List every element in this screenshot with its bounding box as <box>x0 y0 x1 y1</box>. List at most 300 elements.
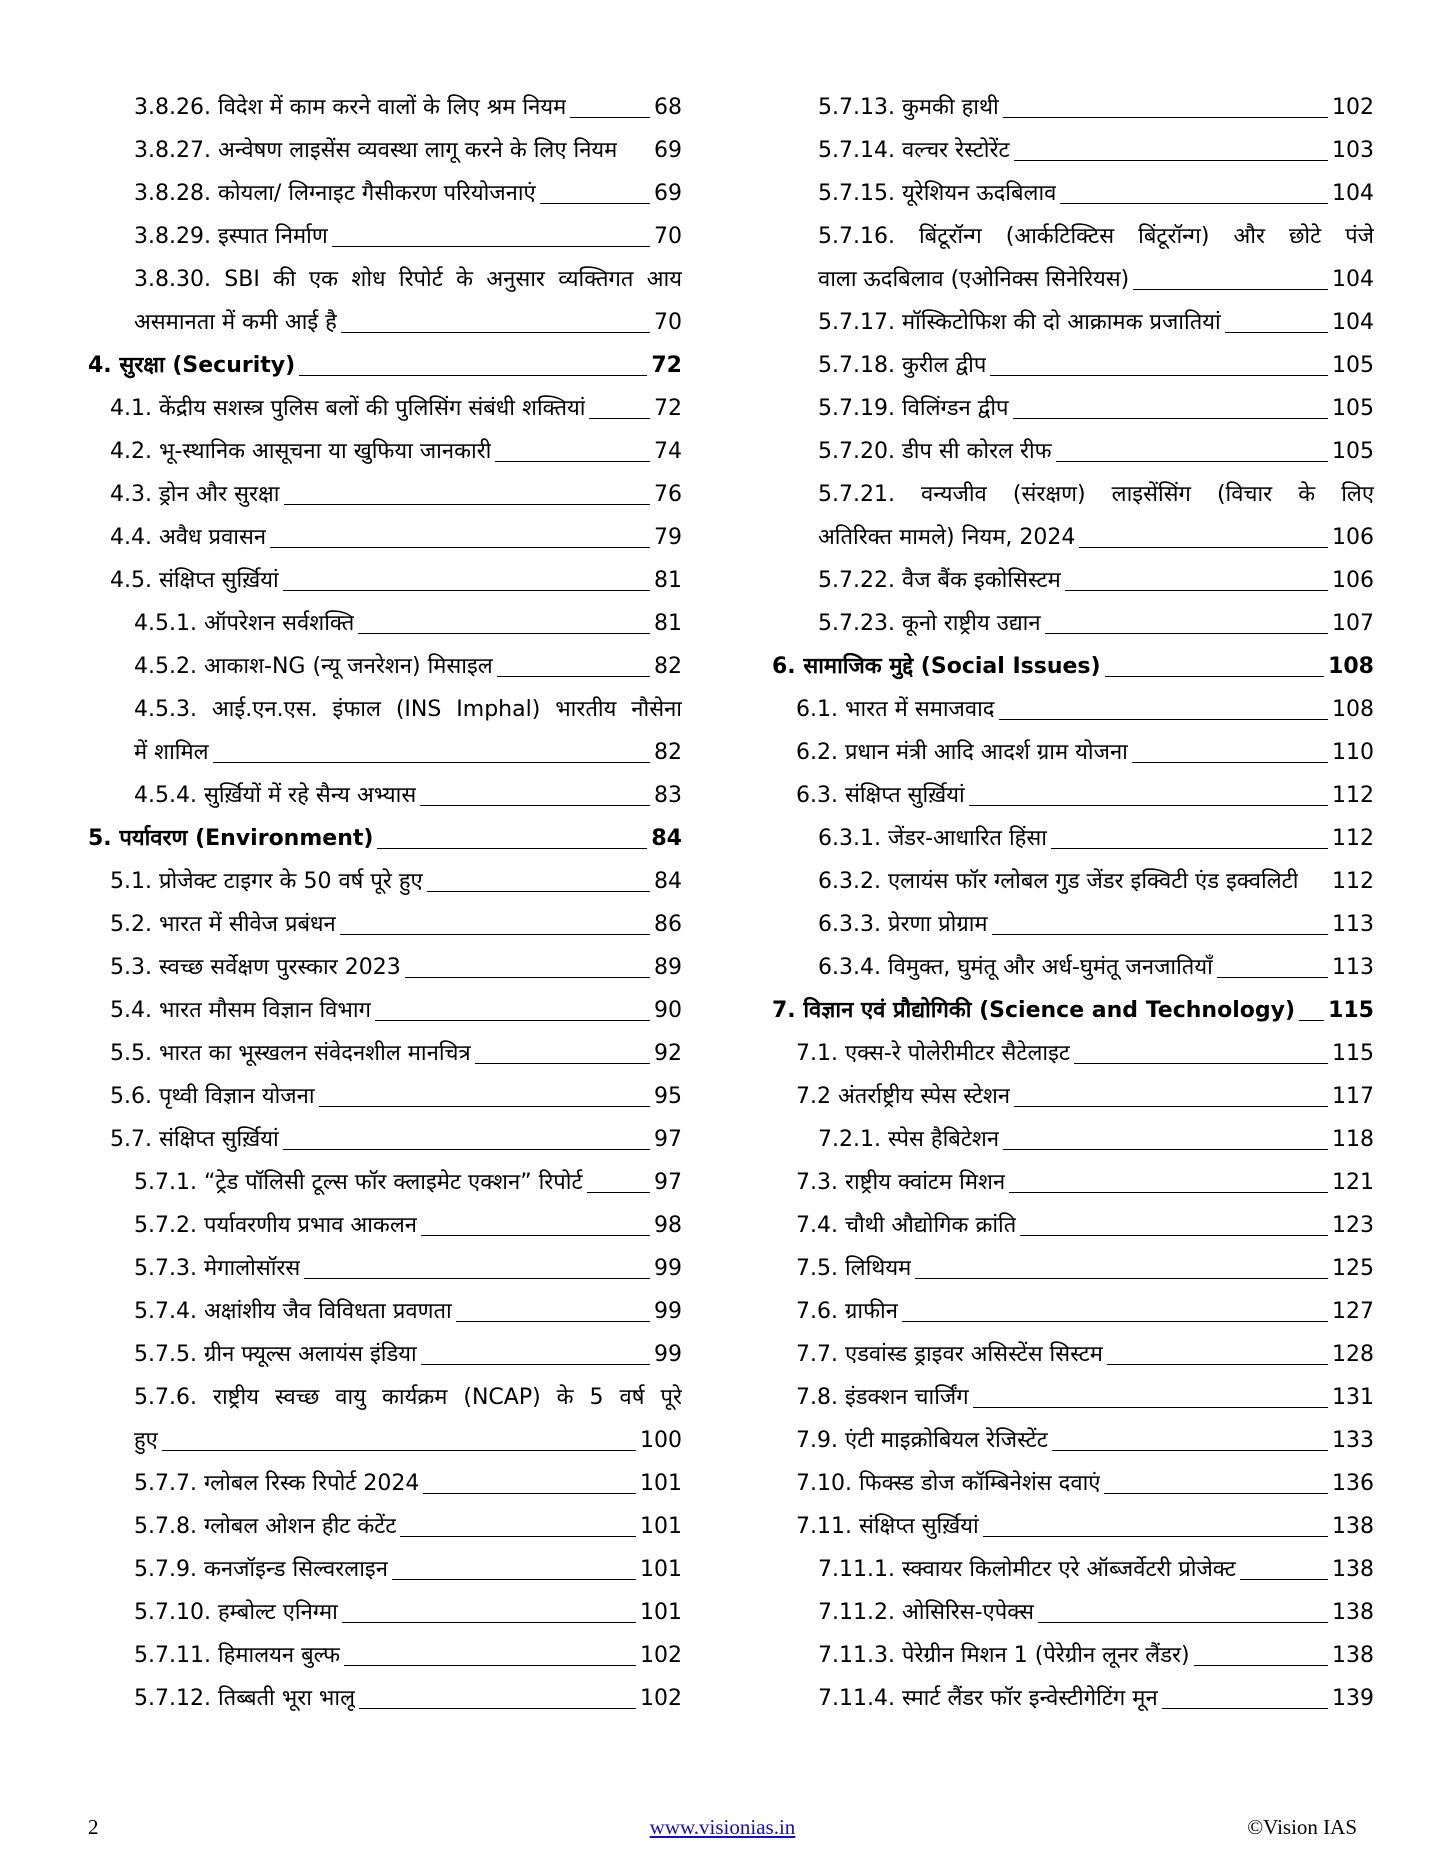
toc-leader-line <box>405 977 650 978</box>
toc-leader-line <box>1079 547 1328 548</box>
toc-entry[interactable] <box>134 1419 682 1462</box>
toc-entry-label <box>134 688 682 731</box>
toc-entry-label <box>818 903 988 946</box>
toc-leader-line <box>570 117 650 118</box>
toc-entry[interactable] <box>134 1290 682 1333</box>
toc-page-number: 81 <box>654 568 682 593</box>
toc-leader-line <box>1038 1622 1328 1623</box>
toc-entry[interactable] <box>134 1505 682 1548</box>
toc-entry-title: राष्ट्रीय क्वांटम मिशन <box>844 1170 1006 1195</box>
toc-entry[interactable] <box>818 344 1374 387</box>
toc-entry-label <box>818 946 1213 989</box>
toc-entry-number: 7.2 <box>796 1084 831 1109</box>
toc-page-number: 104 <box>1332 310 1374 335</box>
toc-page-number: 84 <box>654 869 682 894</box>
toc-leader-line <box>1020 1235 1328 1236</box>
toc-entry-label <box>796 1419 1048 1462</box>
toc-entry[interactable] <box>818 387 1374 430</box>
toc-leader-line <box>283 590 650 591</box>
toc-leader-line <box>902 1321 1328 1322</box>
toc-leader-line <box>1299 1020 1324 1021</box>
toc-entry[interactable] <box>796 1462 1374 1505</box>
toc-entry-label <box>134 1419 158 1462</box>
toc-entry-label <box>110 473 280 516</box>
toc-entry-label <box>796 688 995 731</box>
toc-entry[interactable] <box>818 129 1374 172</box>
toc-entry[interactable] <box>134 1204 682 1247</box>
toc-page-number: 84 <box>651 826 682 851</box>
toc-page-number: 99 <box>654 1299 682 1324</box>
toc-entry-number: 7.4. <box>796 1213 838 1238</box>
toc-entry-number: 5.5. <box>110 1041 152 1066</box>
toc-entry-title: ग्रीन फ्यूल्स अलायंस इंडिया <box>203 1342 417 1367</box>
toc-entry-title: भारत मौसम विज्ञान विभाग <box>158 998 371 1023</box>
toc-entry-title: हिमालयन बुल्फ <box>217 1643 341 1668</box>
toc-entry-title: भू-स्थानिक आसूचना या खुफिया जानकारी <box>158 439 492 464</box>
toc-entry[interactable] <box>134 1462 682 1505</box>
toc-entry-label <box>818 602 1041 645</box>
toc-leader-line <box>375 1020 650 1021</box>
toc-entry[interactable] <box>796 1075 1374 1118</box>
toc-leader-line <box>1194 1665 1328 1666</box>
toc-entry-label <box>818 817 1047 860</box>
toc-entry[interactable] <box>818 86 1374 129</box>
toc-entry-number: 5.7.14. <box>818 138 895 163</box>
toc-entry[interactable] <box>134 258 682 301</box>
toc-leader-line <box>1225 332 1328 333</box>
toc-entry-number: 5.7.18. <box>818 353 895 378</box>
toc-entry[interactable] <box>110 430 682 473</box>
toc-entry-title: जेंडर-आधारित हिंसा <box>887 826 1047 851</box>
toc-leader-line <box>992 934 1328 935</box>
toc-entry[interactable] <box>796 1333 1374 1376</box>
toc-entry[interactable] <box>134 1247 682 1290</box>
toc-entry-number: 7.3. <box>796 1170 838 1195</box>
toc-entry[interactable] <box>796 1204 1374 1247</box>
toc-entry[interactable] <box>110 1075 682 1118</box>
toc-entry[interactable] <box>818 817 1374 860</box>
toc-page-number: 106 <box>1332 525 1374 550</box>
toc-leader-line <box>969 805 1328 806</box>
toc-entry-title: विमुक्त, घुमंतू और अर्ध-घुमंतू जनजातियाँ <box>887 955 1213 980</box>
toc-entry-label <box>818 860 1298 903</box>
toc-entry[interactable] <box>818 301 1374 344</box>
toc-page-number: 112 <box>1332 826 1374 851</box>
toc-leader-line <box>497 676 650 677</box>
toc-page-number: 101 <box>640 1471 682 1496</box>
toc-entry-title: भारत का भूस्खलन संवेदनशील मानचित्र <box>158 1041 471 1066</box>
toc-entry[interactable] <box>134 1333 682 1376</box>
toc-entry-number: 4.4. <box>110 525 152 550</box>
toc-entry-label <box>110 516 266 559</box>
toc-entry-label <box>796 1204 1016 1247</box>
toc-entry-label <box>818 215 1374 258</box>
toc-entry-title: पर्यावरण (Environment) <box>119 826 374 851</box>
toc-leader-line <box>589 418 650 419</box>
toc-entry-number: 4.5.3. <box>134 697 197 722</box>
toc-entry[interactable] <box>818 1634 1374 1677</box>
toc-page-number: 103 <box>1332 138 1374 163</box>
toc-entry[interactable] <box>818 473 1374 516</box>
toc-entry-number: 5.1. <box>110 869 152 894</box>
toc-entry-number: 4.1. <box>110 396 152 421</box>
toc-entry[interactable] <box>796 1032 1374 1075</box>
toc-entry-number: 7.11.1. <box>818 1557 895 1582</box>
toc-entry-label <box>134 86 566 129</box>
toc-entry-title: पर्यावरणीय प्रभाव आकलन <box>203 1213 417 1238</box>
toc-leader-line <box>983 1536 1328 1537</box>
toc-leader-line <box>342 1622 636 1623</box>
toc-entry-label <box>110 989 371 1032</box>
toc-entry-number: 5.3. <box>110 955 152 980</box>
toc-entry-number: 7.11.3. <box>818 1643 895 1668</box>
toc-entry-label <box>110 903 336 946</box>
toc-entry[interactable] <box>134 1591 682 1634</box>
toc-leader-line <box>1240 1579 1328 1580</box>
toc-entry-title: विदेश में काम करने वालों के लिए श्रम नियम <box>217 95 567 120</box>
toc-page-number: 102 <box>640 1686 682 1711</box>
toc-page-number: 92 <box>654 1041 682 1066</box>
toc-entry[interactable] <box>818 559 1374 602</box>
toc-entry-label <box>134 215 328 258</box>
toc-page-number: 95 <box>654 1084 682 1109</box>
toc-entry-label <box>818 86 999 129</box>
toc-page-number: 123 <box>1332 1213 1374 1238</box>
toc-page-number: 79 <box>654 525 682 550</box>
toc-page-number: 136 <box>1332 1471 1374 1496</box>
toc-entry-title: में शामिल <box>134 740 209 765</box>
toc-page-number: 131 <box>1332 1385 1374 1410</box>
toc-entry[interactable] <box>134 688 682 731</box>
toc-entry-number: 5.7.21. <box>818 482 895 507</box>
toc-entry-number: 7.6. <box>796 1299 838 1324</box>
toc-page-number: 72 <box>651 353 682 378</box>
toc-leader-line <box>1003 1149 1328 1150</box>
toc-entry-title: वल्चर रेस्टोरेंट <box>901 138 1010 163</box>
toc-entry-label <box>818 387 1009 430</box>
toc-leader-line <box>341 332 650 333</box>
toc-entry-title: एंटी माइक्रोबियल रेजिस्टेंट <box>844 1428 1048 1453</box>
toc-entry-label <box>110 860 423 903</box>
toc-entry-number: 3.8.26. <box>134 95 211 120</box>
toc-entry-title: सामाजिक मुद्दे (Social Issues) <box>803 654 1101 679</box>
toc-entry-label <box>134 1290 452 1333</box>
toc-entry-label <box>134 1462 419 1505</box>
toc-entry[interactable] <box>818 172 1374 215</box>
toc-leader-line <box>475 1063 650 1064</box>
toc-entry-number: 5.7.11. <box>134 1643 211 1668</box>
toc-leader-line <box>400 1536 636 1537</box>
toc-entry-title: एडवांस्ड ड्राइवर असिस्टेंस सिस्टम <box>844 1342 1103 1367</box>
toc-entry-label <box>134 1591 338 1634</box>
toc-page-number: 125 <box>1332 1256 1374 1281</box>
toc-entry-number: 7.7. <box>796 1342 838 1367</box>
toc-entry-label <box>818 129 1010 172</box>
toc-entry-label <box>818 1677 1158 1720</box>
toc-entry[interactable] <box>796 731 1374 774</box>
toc-leader-line <box>1107 1364 1328 1365</box>
toc-entry-number: 4.5.1. <box>134 611 197 636</box>
toc-page-number: 99 <box>654 1342 682 1367</box>
toc-page-number: 100 <box>640 1428 682 1453</box>
toc-entry[interactable] <box>110 946 682 989</box>
toc-leader-line <box>1003 117 1328 118</box>
toc-entry[interactable] <box>134 1161 682 1204</box>
toc-entry[interactable] <box>796 688 1374 731</box>
toc-entry-label <box>134 1161 583 1204</box>
toc-entry[interactable] <box>818 215 1374 258</box>
toc-entry-title: चौथी औद्योगिक क्रांति <box>844 1213 1017 1238</box>
toc-entry-title: तिब्बती भूरा भालू <box>217 1686 355 1711</box>
toc-entry-label <box>134 172 536 215</box>
toc-leader-line <box>1014 1106 1328 1107</box>
toc-entry-label <box>134 731 209 774</box>
toc-entry-number: 5.7.7. <box>134 1471 197 1496</box>
toc-page-number: 76 <box>654 482 682 507</box>
toc-leader-line <box>1014 160 1328 161</box>
toc-page-number: 127 <box>1332 1299 1374 1324</box>
toc-page-number: 105 <box>1332 439 1374 464</box>
toc-entry-title: स्मार्ट लैंडर फॉर इन्वेस्टीगेटिंग मून <box>901 1686 1158 1711</box>
toc-entry-number: 7.11.2. <box>818 1600 895 1625</box>
toc-entry[interactable] <box>818 602 1374 645</box>
toc-entry-label <box>818 258 1129 301</box>
toc-entry[interactable] <box>110 1032 682 1075</box>
toc-entry-title: ग्राफीन <box>844 1299 898 1324</box>
toc-page-number: 102 <box>640 1643 682 1668</box>
toc-entry-number: 5.7. <box>110 1127 152 1152</box>
toc-entry-title: संक्षिप्त सुर्ख़ियां <box>158 1127 279 1152</box>
toc-leader-line <box>1052 1450 1328 1451</box>
toc-entry-number: 6.3.1. <box>818 826 881 851</box>
toc-entry-number: 7.1. <box>796 1041 838 1066</box>
toc-entry[interactable] <box>818 1548 1374 1591</box>
toc-section-heading[interactable] <box>772 989 1374 1032</box>
toc-entry[interactable] <box>796 1505 1374 1548</box>
toc-page-number: 138 <box>1332 1557 1374 1582</box>
toc-entry-label <box>110 430 491 473</box>
toc-entry-number: 6.1. <box>796 697 838 722</box>
toc-entry-title: भारत में समाजवाद <box>844 697 995 722</box>
toc-leader-line <box>423 1493 636 1494</box>
toc-leader-line <box>587 1192 650 1193</box>
website-link[interactable]: www.visionias.in <box>649 1815 796 1839</box>
toc-entry-title: अक्षांशीय जैव विविधता प्रवणता <box>203 1299 452 1324</box>
toc-entry[interactable] <box>134 301 682 344</box>
toc-entry[interactable] <box>818 903 1374 946</box>
toc-entry-number: 4.3. <box>110 482 152 507</box>
toc-entry-label <box>818 172 1056 215</box>
toc-entry[interactable] <box>110 903 682 946</box>
toc-page-number: 99 <box>654 1256 682 1281</box>
toc-entry[interactable] <box>818 258 1374 301</box>
toc-entry[interactable] <box>134 215 682 258</box>
toc-leader-line <box>1045 633 1328 634</box>
page-number: 2 <box>88 1815 99 1839</box>
toc-entry-number: 5.7.17. <box>818 310 895 335</box>
toc-entry[interactable] <box>796 1247 1374 1290</box>
toc-entry[interactable] <box>818 1591 1374 1634</box>
toc-entry-label <box>110 946 401 989</box>
toc-entry-title: फिक्स्ड डोज कॉम्बिनेशंस दवाएं <box>858 1471 1101 1496</box>
toc-entry-label <box>796 774 965 817</box>
toc-entry-label <box>88 344 295 387</box>
toc-page-number: 104 <box>1332 181 1374 206</box>
toc-entry[interactable] <box>134 645 682 688</box>
page-footer <box>88 1815 1357 1845</box>
toc-entry-number: 5. <box>88 826 112 851</box>
toc-entry-label <box>134 1677 355 1720</box>
toc-entry-number: 5.7.13. <box>818 95 895 120</box>
toc-entry[interactable] <box>110 559 682 602</box>
toc-entry-title: प्रोजेक्ट टाइगर के 50 वर्ष पूरे हुए <box>158 869 423 894</box>
toc-entry[interactable] <box>134 774 682 817</box>
toc-page-number: 108 <box>1332 697 1374 722</box>
toc-entry[interactable] <box>134 602 682 645</box>
toc-entry-title: पेरेग्रीन मिशन 1 (पेरेग्रीन लूनर लैंडर) <box>901 1643 1190 1668</box>
toc-entry[interactable] <box>134 172 682 215</box>
toc-leader-line <box>420 805 650 806</box>
toc-entry-number: 7.2.1. <box>818 1127 881 1152</box>
toc-entry[interactable] <box>818 860 1374 903</box>
toc-entry-number: 5.7.23. <box>818 611 895 636</box>
toc-entry[interactable] <box>818 946 1374 989</box>
toc-entry-number: 5.7.16. <box>818 224 895 249</box>
toc-page-number: 86 <box>654 912 682 937</box>
toc-page-number: 110 <box>1332 740 1374 765</box>
toc-page-number: 81 <box>654 611 682 636</box>
toc-entry[interactable] <box>134 1634 682 1677</box>
toc-entry-number: 5.7.5. <box>134 1342 197 1367</box>
toc-entry[interactable] <box>134 129 682 172</box>
toc-entry[interactable] <box>818 1118 1374 1161</box>
toc-entry-label <box>110 1075 315 1118</box>
toc-entry-title: अन्वेषण लाइसेंस व्यवस्था लागू करने के लिए नियम <box>217 138 618 163</box>
toc-entry[interactable] <box>818 430 1374 473</box>
toc-entry-label <box>134 774 416 817</box>
toc-leader-line <box>1009 1192 1328 1193</box>
toc-page-number: 101 <box>640 1557 682 1582</box>
toc-entry-title: एलायंस फॉर ग्लोबल गुड जेंडर इक्विटी एंड इक्वलिटी <box>887 869 1299 894</box>
toc-entry-title: प्रधान मंत्री आदि आदर्श ग्राम योजना <box>844 740 1128 765</box>
toc-entry[interactable] <box>796 1290 1374 1333</box>
toc-entry-title: मेगालोसॉरस <box>203 1256 301 1281</box>
toc-entry[interactable] <box>110 860 682 903</box>
toc-entry-label <box>134 258 682 301</box>
toc-entry[interactable] <box>818 516 1374 559</box>
toc-page-number: 97 <box>654 1170 682 1195</box>
toc-entry-title: संक्षिप्त सुर्ख़ियां <box>858 1514 979 1539</box>
toc-entry-number: 5.7.8. <box>134 1514 197 1539</box>
toc-entry-title: अंतर्राष्ट्रीय स्पेस स्टेशन <box>838 1084 1011 1109</box>
toc-entry-title: डीप सी कोरल रीफ <box>901 439 1052 464</box>
toc-entry-label <box>818 1548 1236 1591</box>
toc-entry-number: 7.9. <box>796 1428 838 1453</box>
toc-entry[interactable] <box>134 1376 682 1419</box>
toc-leader-line <box>495 461 650 462</box>
toc-entry-number: 5.7.20. <box>818 439 895 464</box>
toc-entry[interactable] <box>110 473 682 516</box>
toc-entry[interactable] <box>796 774 1374 817</box>
toc-entry-number: 6. <box>772 654 796 679</box>
toc-section-heading[interactable] <box>772 645 1374 688</box>
toc-page-number: 69 <box>654 181 682 206</box>
toc-entry-number: 7.8. <box>796 1385 838 1410</box>
toc-entry[interactable] <box>796 1161 1374 1204</box>
toc-leader-line <box>1105 676 1325 677</box>
toc-section-heading[interactable] <box>88 817 682 860</box>
toc-entry-number: 5.7.12. <box>134 1686 211 1711</box>
toc-page-number: 117 <box>1332 1084 1374 1109</box>
toc-entry[interactable] <box>110 989 682 1032</box>
toc-page-number: 89 <box>654 955 682 980</box>
toc-entry-label <box>796 1161 1005 1204</box>
toc-entry-label <box>818 1118 999 1161</box>
toc-entry-label <box>134 1376 682 1419</box>
toc-page-number: 118 <box>1332 1127 1374 1152</box>
toc-leader-line <box>1051 848 1328 849</box>
toc-entry-number: 5.2. <box>110 912 152 937</box>
toc-entry[interactable] <box>110 516 682 559</box>
toc-entry[interactable] <box>796 1419 1374 1462</box>
toc-entry-number: 5.7.22. <box>818 568 895 593</box>
toc-page-number: 70 <box>654 310 682 335</box>
toc-entry-title: राष्ट्रीय स्वच्छ वायु कार्यक्रम (NCAP) के 5 वर्ष पूरे <box>212 1385 682 1410</box>
toc-page-number: 82 <box>654 654 682 679</box>
toc-entry-label <box>134 301 337 344</box>
toc-entry[interactable] <box>110 1118 682 1161</box>
toc-entry-title: ऑपरेशन सर्वशक्ति <box>203 611 355 636</box>
toc-entry-title: अतिरिक्त मामले) नियम, 2024 <box>818 525 1076 550</box>
toc-entry-number: 4.2. <box>110 439 152 464</box>
toc-page-number: 115 <box>1332 1041 1374 1066</box>
toc-entry-number: 7.11. <box>796 1514 852 1539</box>
toc-entry-label <box>818 1634 1190 1677</box>
toc-page-number: 106 <box>1332 568 1374 593</box>
toc-entry-label <box>134 1505 396 1548</box>
toc-entry-number: 5.7.19. <box>818 396 895 421</box>
toc-entry[interactable] <box>134 86 682 129</box>
toc-entry-title: स्पेस हैबिटेशन <box>887 1127 1000 1152</box>
toc-entry-number: 5.7.9. <box>134 1557 197 1582</box>
toc-entry[interactable] <box>134 1548 682 1591</box>
toc-entry-title: अवैध प्रवासन <box>158 525 267 550</box>
toc-entry[interactable] <box>818 1677 1374 1720</box>
toc-entry-title: “ट्रेड पॉलिसी टूल्स फॉर क्लाइमेट एक्शन” रिपोर्ट <box>203 1170 583 1195</box>
toc-leader-line <box>162 1450 636 1451</box>
toc-entry-title: लिथियम <box>844 1256 912 1281</box>
toc-entry-number: 3.8.30. <box>134 267 211 292</box>
toc-page-number: 102 <box>1332 95 1374 120</box>
toc-entry[interactable] <box>110 387 682 430</box>
toc-page-number: 108 <box>1328 654 1374 679</box>
toc-leader-line <box>540 203 650 204</box>
toc-page-number: 74 <box>654 439 682 464</box>
toc-entry-label <box>796 1290 898 1333</box>
toc-entry[interactable] <box>796 1376 1374 1419</box>
toc-leader-line <box>299 375 647 376</box>
toc-entry[interactable] <box>134 1677 682 1720</box>
toc-leader-line <box>304 1278 650 1279</box>
toc-entry-label <box>818 344 986 387</box>
toc-page-number: 113 <box>1332 955 1374 980</box>
toc-leader-line <box>270 547 650 548</box>
toc-entry-title: प्रेरणा प्रोग्राम <box>887 912 988 937</box>
toc-leader-line <box>1060 203 1328 204</box>
toc-entry[interactable] <box>134 731 682 774</box>
toc-section-heading[interactable] <box>88 344 682 387</box>
toc-entry-number: 6.3.2. <box>818 869 881 894</box>
